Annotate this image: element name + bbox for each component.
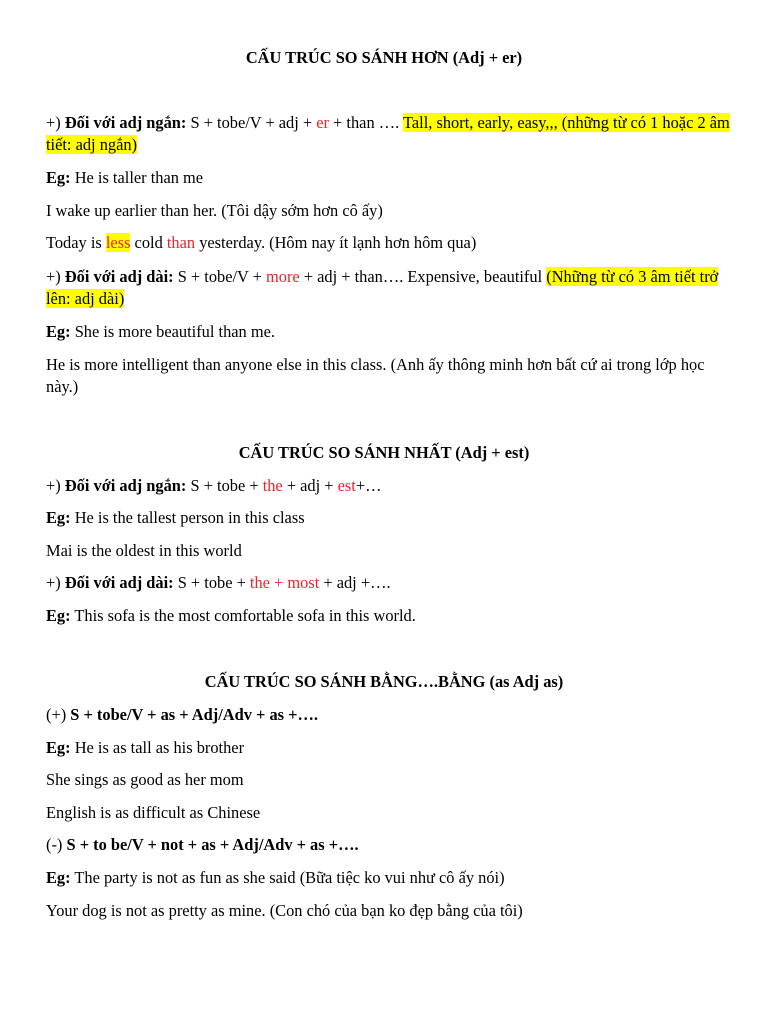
- rule-prefix: +): [46, 267, 65, 286]
- rule-label: Đối với adj ngắn:: [64, 113, 187, 132]
- rule-more: more: [266, 267, 300, 286]
- rule-formula: S + tobe +: [186, 476, 263, 495]
- section1-example3: [46, 232, 736, 254]
- example-than: than: [166, 233, 196, 252]
- section1-eg2: [46, 321, 736, 343]
- rule-highlight: (Những từ có 3 âm tiết trở lên: adj dài): [46, 267, 719, 308]
- rule-label: Đối với adj ngắn:: [64, 476, 187, 495]
- eg-text: This sofa is the most comfortable sofa in this world.: [70, 606, 416, 625]
- rule-prefix: (-): [46, 835, 67, 854]
- rule-prefix: +): [46, 113, 65, 132]
- eg-label: Eg:: [46, 868, 71, 887]
- rule-formula: S + tobe/V +: [173, 267, 267, 286]
- eg-text: He is the tallest person in this class: [70, 508, 305, 527]
- rule-formula-tail: + adj +….: [319, 573, 391, 592]
- example-text: cold: [130, 233, 167, 252]
- section1-example2: I wake up earlier than her. (Tôi dậy sớm hơn cô ấy): [46, 201, 383, 220]
- rule-formula: S + tobe/V + as + Adj/Adv + as +….: [70, 705, 318, 724]
- section2-rule-long: [46, 572, 736, 594]
- section3-eg2: [46, 867, 736, 889]
- eg-label: Eg:: [46, 606, 71, 625]
- section1-example4: He is more intelligent than anyone else in this class. (Anh ấy thông minh hơn bất cứ ai trong lớp học này.): [46, 355, 705, 396]
- rule-formula-tail: +…: [355, 476, 382, 495]
- eg-text: He is as tall as his brother: [70, 738, 245, 757]
- section2-example2: Mai is the oldest in this world: [46, 541, 242, 560]
- section3-example4: Your dog is not as pretty as mine. (Con chó của bạn ko đẹp bằng của tôi): [46, 901, 523, 920]
- eg-label: Eg:: [46, 738, 71, 757]
- eg-text: He is taller than me: [70, 168, 204, 187]
- section3-rule-negative: [46, 834, 736, 856]
- section1-heading: CẤU TRÚC SO SÁNH HƠN (Adj + er): [245, 48, 523, 67]
- rule-formula: S + tobe +: [173, 573, 250, 592]
- rule-formula: S + tobe/V + adj +: [186, 113, 317, 132]
- example-less: less: [105, 233, 131, 252]
- rule-prefix: +): [46, 476, 65, 495]
- rule-prefix: +): [46, 573, 65, 592]
- section2-eg1: [46, 507, 736, 529]
- section2-heading: CẤU TRÚC SO SÁNH NHẤT (Adj + est): [238, 443, 530, 462]
- rule-label: Đối với adj dài:: [64, 573, 174, 592]
- eg-label: Eg:: [46, 168, 71, 187]
- rule-highlight: Tall, short, early, easy,,, (những từ có 1 hoặc 2 âm tiết: adj ngắn): [46, 113, 730, 154]
- eg-label: Eg:: [46, 508, 71, 527]
- section3-rule-positive: [46, 704, 736, 726]
- section2-rule-short: [46, 475, 736, 497]
- section3-example2: She sings as good as her mom: [46, 770, 244, 789]
- rule-the: the: [262, 476, 283, 495]
- section1-eg1: [46, 167, 736, 189]
- eg-text: She is more beautiful than me.: [70, 322, 275, 341]
- rule-the-most: the + most: [249, 573, 320, 592]
- rule-formula-tail: + than ….: [328, 113, 404, 132]
- section3-eg1: [46, 737, 736, 759]
- example-text: Today is: [46, 233, 106, 252]
- rule-label: Đối với adj dài:: [64, 267, 174, 286]
- eg-text: The party is not as fun as she said (Bữa tiệc ko vui như cô ấy nói): [70, 868, 505, 887]
- section1-rule-short: [46, 112, 736, 156]
- rule-suffix-er: er: [316, 113, 329, 132]
- section3-example3: English is as difficult as Chinese: [46, 803, 261, 822]
- section1-rule-long: [46, 266, 736, 310]
- rule-prefix: (+): [46, 705, 71, 724]
- rule-formula: + adj +: [282, 476, 338, 495]
- section2-eg2: [46, 605, 736, 627]
- rule-suffix-est: est: [337, 476, 356, 495]
- example-text: yesterday. (Hôm nay ít lạnh hơn hôm qua): [195, 233, 477, 252]
- section3-heading: CẤU TRÚC SO SÁNH BẰNG….BẰNG (as Adj as): [204, 672, 564, 691]
- eg-label: Eg:: [46, 322, 71, 341]
- rule-formula: S + to be/V + not + as + Adj/Adv + as +….: [66, 835, 359, 854]
- rule-formula-tail: + adj + than…. Expensive, beautiful: [299, 267, 547, 286]
